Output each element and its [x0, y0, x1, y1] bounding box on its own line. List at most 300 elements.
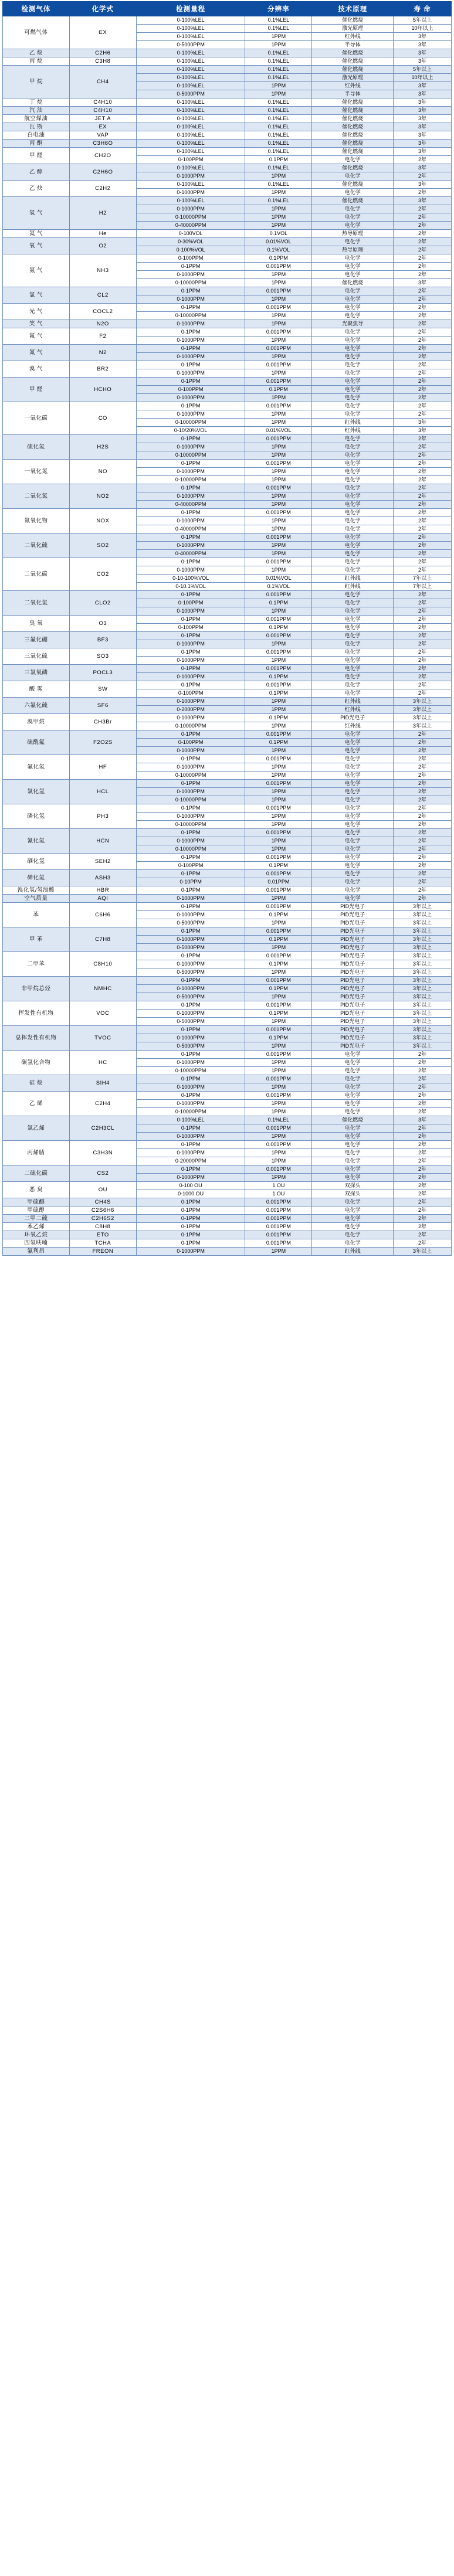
cell-gas-name: 砷化氢 — [3, 870, 70, 886]
cell-technology: 电化学 — [312, 295, 394, 304]
cell-lifetime: 2年 — [393, 616, 451, 624]
cell-formula: C2H4 — [69, 1092, 136, 1116]
cell-formula: C3H6O — [69, 140, 136, 148]
cell-range: 0-10000PPM — [136, 476, 245, 484]
cell-range: 0-10000PPM — [136, 213, 245, 222]
cell-formula: NOX — [69, 509, 136, 533]
cell-formula: CH4 — [69, 66, 136, 98]
cell-technology: 红外线 — [312, 419, 394, 427]
header-gas-name: 检测气体 — [3, 2, 70, 16]
cell-range: 0-1000PPM — [136, 763, 245, 772]
cell-formula: CH3Br — [69, 714, 136, 730]
cell-resolution: 1PPM — [245, 772, 312, 780]
cell-range: 0-5000PPM — [136, 41, 245, 49]
cell-technology: 电化学 — [312, 648, 394, 657]
cell-lifetime: 2年 — [393, 410, 451, 419]
cell-range: 0-1000PPM — [136, 788, 245, 796]
cell-gas-name: 乙 烷 — [3, 49, 70, 57]
cell-lifetime: 2年 — [393, 337, 451, 345]
cell-resolution: 0.001PPM — [245, 1165, 312, 1174]
cell-technology: 电化学 — [312, 624, 394, 632]
cell-range: 0-40000PPM — [136, 550, 245, 558]
cell-lifetime: 2年 — [393, 665, 451, 673]
cell-formula: SW — [69, 681, 136, 698]
cell-range: 0-5000PPM — [136, 968, 245, 977]
cell-formula: C2H2 — [69, 181, 136, 197]
cell-technology: 电化学 — [312, 410, 394, 419]
cell-range: 0-5000PPM — [136, 944, 245, 952]
table-row — [3, 665, 452, 673]
cell-gas-name: 乙 醇 — [3, 164, 70, 181]
cell-range: 0-100PPM — [136, 386, 245, 394]
cell-gas-name: 二氧化碳 — [3, 558, 70, 591]
cell-lifetime: 7年以上 — [393, 583, 451, 591]
cell-resolution: 1PPM — [245, 451, 312, 460]
cell-range: 0-100%LEL — [136, 131, 245, 140]
table-row — [3, 402, 452, 410]
cell-lifetime: 2年 — [393, 886, 451, 895]
cell-technology: 催化燃烧 — [312, 107, 394, 115]
cell-range: 0-1PPM — [136, 730, 245, 739]
cell-range: 0-1000PPM — [136, 911, 245, 919]
cell-technology: 红外线 — [312, 698, 394, 706]
table-row — [3, 1182, 452, 1190]
table-row — [3, 1207, 452, 1215]
cell-technology: 电化学 — [312, 1100, 394, 1108]
cell-range: 0-1PPM — [136, 1165, 245, 1174]
cell-range: 0-5000PPM — [136, 1018, 245, 1026]
cell-resolution: 1PPM — [245, 1100, 312, 1108]
cell-technology: 电化学 — [312, 755, 394, 763]
cell-range: 0-1PPM — [136, 681, 245, 689]
cell-resolution: 0.1PPM — [245, 936, 312, 944]
cell-range: 0-2000PPM — [136, 706, 245, 714]
table-row — [3, 460, 452, 468]
cell-resolution: 1PPM — [245, 468, 312, 476]
table-row — [3, 49, 452, 57]
cell-lifetime: 2年 — [393, 394, 451, 402]
cell-resolution: 1PPM — [245, 172, 312, 181]
header-formula: 化学式 — [69, 2, 136, 16]
cell-technology: 电化学 — [312, 369, 394, 378]
cell-technology: 电化学 — [312, 640, 394, 648]
cell-resolution: 1PPM — [245, 1248, 312, 1256]
cell-technology: 电化学 — [312, 525, 394, 533]
cell-lifetime: 3年 — [393, 279, 451, 287]
cell-range: 0-1000PPM — [136, 353, 245, 361]
cell-technology: 红外线 — [312, 706, 394, 714]
cell-lifetime: 3年以上 — [393, 1248, 451, 1256]
cell-technology: 电化学 — [312, 435, 394, 443]
cell-technology: 电化学 — [312, 837, 394, 845]
cell-technology: 电化学 — [312, 1067, 394, 1075]
cell-technology: 电化学 — [312, 378, 394, 386]
cell-range: 0-40000PPM — [136, 222, 245, 230]
cell-gas-name: 氟利昂 — [3, 1248, 70, 1256]
cell-resolution: 0.001PPM — [245, 1001, 312, 1010]
cell-lifetime: 2年 — [393, 673, 451, 681]
cell-technology: 红外线 — [312, 33, 394, 41]
cell-technology: PID光电子 — [312, 1026, 394, 1034]
cell-lifetime: 3年以上 — [393, 936, 451, 944]
cell-resolution: 0.1%VOL — [245, 583, 312, 591]
cell-lifetime: 2年 — [393, 1133, 451, 1141]
cell-lifetime: 7年以上 — [393, 575, 451, 583]
cell-lifetime: 2年 — [393, 763, 451, 772]
cell-lifetime: 2年 — [393, 378, 451, 386]
cell-technology: 电化学 — [312, 788, 394, 796]
cell-resolution: 1PPM — [245, 566, 312, 575]
cell-formula: O3 — [69, 616, 136, 632]
cell-resolution: 1PPM — [245, 295, 312, 304]
cell-lifetime: 3年 — [393, 115, 451, 123]
cell-formula: CH4S — [69, 1198, 136, 1207]
cell-range: 0-1000PPM — [136, 492, 245, 501]
cell-formula: NO — [69, 460, 136, 484]
cell-lifetime: 2年 — [393, 657, 451, 665]
cell-lifetime: 2年 — [393, 304, 451, 312]
cell-range: 0-1PPM — [136, 484, 245, 492]
cell-formula: C2H6 — [69, 49, 136, 57]
cell-range: 0-10000PPM — [136, 1067, 245, 1075]
cell-resolution: 0.001PPM — [245, 484, 312, 492]
cell-gas-name: 氨 气 — [3, 254, 70, 287]
cell-lifetime: 2年 — [393, 451, 451, 460]
cell-lifetime: 2年 — [393, 845, 451, 854]
cell-technology: 催化燃烧 — [312, 164, 394, 172]
cell-range: 0-1PPM — [136, 378, 245, 386]
cell-gas-name: 三氟化硼 — [3, 632, 70, 648]
cell-lifetime: 2年 — [393, 788, 451, 796]
cell-technology: 电化学 — [312, 607, 394, 616]
cell-resolution: 1PPM — [245, 41, 312, 49]
cell-resolution: 1PPM — [245, 410, 312, 419]
cell-technology: 红外线 — [312, 575, 394, 583]
cell-lifetime: 3年以上 — [393, 960, 451, 968]
cell-technology: 电化学 — [312, 1075, 394, 1083]
cell-technology: 电化学 — [312, 460, 394, 468]
cell-resolution: 0.001PPM — [245, 345, 312, 353]
cell-resolution: 1PPM — [245, 271, 312, 279]
cell-technology: 电化学 — [312, 854, 394, 862]
cell-resolution: 1PPM — [245, 189, 312, 197]
cell-formula: N2 — [69, 345, 136, 361]
cell-resolution: 1PPM — [245, 550, 312, 558]
cell-range: 0-100PPM — [136, 689, 245, 698]
cell-lifetime: 3年 — [393, 427, 451, 435]
cell-range: 0-1PPM — [136, 854, 245, 862]
cell-gas-name: 甲 苯 — [3, 927, 70, 952]
cell-resolution: 0.001PPM — [245, 558, 312, 566]
cell-resolution: 1PPM — [245, 968, 312, 977]
cell-lifetime: 2年 — [393, 739, 451, 747]
cell-range: 0-1PPM — [136, 1092, 245, 1100]
cell-gas-name: 环氧乙烷 — [3, 1231, 70, 1239]
cell-range: 0-1000PPM — [136, 640, 245, 648]
cell-technology: 双探头 — [312, 1182, 394, 1190]
cell-range: 0-1PPM — [136, 1231, 245, 1239]
cell-technology: 红外线 — [312, 722, 394, 730]
cell-technology: PID光电子 — [312, 714, 394, 722]
cell-resolution: 1PPM — [245, 747, 312, 755]
cell-lifetime: 3年以上 — [393, 1010, 451, 1018]
cell-gas-name: 笑 气 — [3, 320, 70, 328]
cell-technology: 催化燃烧 — [312, 140, 394, 148]
cell-range: 0-10000PPM — [136, 1108, 245, 1116]
cell-resolution: 1PPM — [245, 1083, 312, 1092]
cell-technology: 激光原理 — [312, 25, 394, 33]
cell-range: 0-1000PPM — [136, 295, 245, 304]
table-body — [3, 16, 452, 1256]
cell-formula: HBR — [69, 886, 136, 895]
cell-technology: 电化学 — [312, 492, 394, 501]
cell-range: 0-1000PPM — [136, 189, 245, 197]
cell-formula: HC — [69, 1051, 136, 1075]
table-row — [3, 977, 452, 985]
cell-range: 0-1000PPM — [136, 394, 245, 402]
cell-gas-name: 甲 醛 — [3, 148, 70, 164]
cell-resolution: 0.1%LEL — [245, 57, 312, 66]
cell-resolution: 1PPM — [245, 837, 312, 845]
cell-resolution: 0.01%VOL — [245, 427, 312, 435]
cell-technology: 电化学 — [312, 730, 394, 739]
cell-resolution: 0.1PPM — [245, 673, 312, 681]
table-row — [3, 57, 452, 66]
cell-technology: PID光电子 — [312, 1018, 394, 1026]
cell-technology: PID光电子 — [312, 944, 394, 952]
cell-resolution: 0.01%VOL — [245, 575, 312, 583]
cell-technology: 电化学 — [312, 213, 394, 222]
cell-formula: FREON — [69, 1248, 136, 1256]
table-row — [3, 484, 452, 492]
table-row — [3, 509, 452, 517]
cell-range: 0-1PPM — [136, 870, 245, 878]
cell-formula: HF — [69, 755, 136, 780]
cell-gas-name: 甲硫醇 — [3, 1207, 70, 1215]
table-row — [3, 361, 452, 369]
cell-lifetime: 2年 — [393, 1108, 451, 1116]
cell-range: 0-100PPM — [136, 739, 245, 747]
cell-range: 0-1PPM — [136, 632, 245, 640]
cell-technology: 电化学 — [312, 1231, 394, 1239]
cell-gas-name: 白电油 — [3, 131, 70, 140]
cell-lifetime: 2年 — [393, 1223, 451, 1231]
cell-technology: 电化学 — [312, 862, 394, 870]
cell-formula: SIH4 — [69, 1075, 136, 1092]
cell-range: 0-1PPM — [136, 1001, 245, 1010]
cell-lifetime: 3年以上 — [393, 1001, 451, 1010]
cell-lifetime: 2年 — [393, 230, 451, 238]
cell-technology: 电化学 — [312, 353, 394, 361]
cell-resolution: 1PPM — [245, 607, 312, 616]
cell-resolution: 0.01%VOL — [245, 238, 312, 246]
cell-range: 0-1000PPM — [136, 517, 245, 525]
cell-lifetime: 2年 — [393, 1092, 451, 1100]
cell-gas-name: 硫酰氟 — [3, 730, 70, 755]
cell-resolution: 0.1PPM — [245, 960, 312, 968]
cell-gas-name: 甲 醛 — [3, 378, 70, 402]
cell-resolution: 1PPM — [245, 90, 312, 98]
cell-resolution: 1PPM — [245, 222, 312, 230]
cell-gas-name: 二氧化硫 — [3, 533, 70, 558]
cell-lifetime: 2年 — [393, 435, 451, 443]
cell-technology: 电化学 — [312, 616, 394, 624]
cell-technology: 电化学 — [312, 1141, 394, 1149]
cell-technology: PID光电子 — [312, 952, 394, 960]
cell-resolution: 1PPM — [245, 657, 312, 665]
cell-gas-name: 酸 雾 — [3, 681, 70, 698]
cell-lifetime: 2年 — [393, 1231, 451, 1239]
cell-formula: CLO2 — [69, 591, 136, 616]
header-lifetime: 寿 命 — [393, 2, 451, 16]
cell-gas-name: 氯 气 — [3, 287, 70, 304]
cell-range: 0-1000PPM — [136, 1083, 245, 1092]
cell-gas-name: 苯 — [3, 903, 70, 927]
cell-technology: 电化学 — [312, 665, 394, 673]
cell-range: 0-1PPM — [136, 460, 245, 468]
cell-range: 0-1PPM — [136, 328, 245, 337]
cell-lifetime: 2年 — [393, 854, 451, 862]
cell-range: 0-1000PPM — [136, 369, 245, 378]
cell-lifetime: 2年 — [393, 829, 451, 837]
cell-range: 0-1PPM — [136, 1051, 245, 1059]
cell-gas-name: 硅 烷 — [3, 1075, 70, 1092]
cell-resolution: 0.001PPM — [245, 287, 312, 295]
cell-resolution: 0.001PPM — [245, 977, 312, 985]
cell-lifetime: 2年 — [393, 287, 451, 295]
cell-range: 0-1PPM — [136, 287, 245, 295]
cell-resolution: 0.001PPM — [245, 361, 312, 369]
cell-resolution: 1PPM — [245, 796, 312, 804]
cell-gas-name: 硒化氢 — [3, 854, 70, 870]
cell-resolution: 1PPM — [245, 698, 312, 706]
cell-lifetime: 2年 — [393, 1157, 451, 1165]
cell-technology: 电化学 — [312, 189, 394, 197]
cell-lifetime: 3年 — [393, 123, 451, 131]
cell-range: 0-5000PPM — [136, 90, 245, 98]
cell-resolution: 1PPM — [245, 763, 312, 772]
cell-resolution: 0.001PPM — [245, 829, 312, 837]
cell-range: 0-100%LEL — [136, 57, 245, 66]
cell-lifetime: 3年以上 — [393, 927, 451, 936]
cell-technology: 电化学 — [312, 328, 394, 337]
cell-range: 0-100%LEL — [136, 98, 245, 107]
cell-lifetime: 2年 — [393, 1124, 451, 1133]
cell-gas-name: 氟化氢 — [3, 755, 70, 780]
cell-technology: 电化学 — [312, 1092, 394, 1100]
cell-technology: 电化学 — [312, 657, 394, 665]
cell-range: 0-1PPM — [136, 1215, 245, 1223]
cell-gas-name: 总挥发性有机物 — [3, 1026, 70, 1051]
cell-resolution: 0.001PPM — [245, 1075, 312, 1083]
cell-resolution: 0.001PPM — [245, 616, 312, 624]
cell-formula: PH3 — [69, 804, 136, 829]
cell-resolution: 1PPM — [245, 279, 312, 287]
table-row — [3, 1231, 452, 1239]
cell-resolution: 1PPM — [245, 205, 312, 213]
cell-range: 0-10000PPM — [136, 845, 245, 854]
cell-formula: C6H6 — [69, 903, 136, 927]
cell-lifetime: 2年 — [393, 222, 451, 230]
cell-range: 0-1000PPM — [136, 443, 245, 451]
table-row — [3, 558, 452, 566]
cell-gas-name: 二氧化氮 — [3, 484, 70, 509]
cell-lifetime: 2年 — [393, 517, 451, 525]
cell-resolution: 0.1%LEL — [245, 16, 312, 25]
cell-resolution: 0.001PPM — [245, 1026, 312, 1034]
cell-range: 0-1000PPM — [136, 673, 245, 681]
cell-technology: 电化学 — [312, 813, 394, 821]
cell-resolution: 1PPM — [245, 492, 312, 501]
cell-resolution: 0.001PPM — [245, 460, 312, 468]
cell-range: 0-1000PPM — [136, 1034, 245, 1042]
cell-gas-name: 挥发性有机物 — [3, 1001, 70, 1026]
table-row — [3, 107, 452, 115]
cell-lifetime: 3年以上 — [393, 919, 451, 927]
cell-resolution: 0.001PPM — [245, 435, 312, 443]
cell-gas-name: 乙 烯 — [3, 1092, 70, 1116]
cell-gas-name: 乙 炔 — [3, 181, 70, 197]
cell-resolution: 1PPM — [245, 369, 312, 378]
table-row — [3, 115, 452, 123]
cell-range: 0-1PPM — [136, 1026, 245, 1034]
cell-resolution: 1PPM — [245, 353, 312, 361]
cell-formula: VOC — [69, 1001, 136, 1026]
cell-range: 0-10000PPM — [136, 722, 245, 730]
cell-gas-name: 氯化氢 — [3, 780, 70, 804]
cell-lifetime: 2年 — [393, 476, 451, 484]
cell-resolution: 0.1%LEL — [245, 148, 312, 156]
cell-lifetime: 2年 — [393, 525, 451, 533]
cell-resolution: 0.1%LEL — [245, 49, 312, 57]
cell-technology: 电化学 — [312, 345, 394, 353]
cell-range: 0-1000PPM — [136, 1149, 245, 1157]
cell-range: 0-1PPM — [136, 977, 245, 985]
table-row — [3, 698, 452, 706]
cell-lifetime: 3年 — [393, 49, 451, 57]
cell-formula: EX — [69, 123, 136, 131]
table-row — [3, 681, 452, 689]
cell-resolution: 0.001PPM — [245, 952, 312, 960]
cell-range: 0-100%LEL — [136, 164, 245, 172]
cell-range: 0-20000PPM — [136, 1157, 245, 1165]
cell-gas-name: 甲 烷 — [3, 66, 70, 98]
cell-formula: VAP — [69, 131, 136, 140]
cell-formula: OU — [69, 1182, 136, 1198]
cell-lifetime: 2年 — [393, 501, 451, 509]
cell-resolution: 1PPM — [245, 320, 312, 328]
cell-lifetime: 2年 — [393, 295, 451, 304]
cell-gas-name: 四氢呋喃 — [3, 1239, 70, 1248]
cell-technology: PID光电子 — [312, 1034, 394, 1042]
cell-technology: 催化燃烧 — [312, 16, 394, 25]
cell-technology: 电化学 — [312, 443, 394, 451]
cell-lifetime: 2年 — [393, 624, 451, 632]
cell-range: 0-100%LEL — [136, 49, 245, 57]
cell-formula: HCHO — [69, 378, 136, 402]
cell-range: 0-1PPM — [136, 509, 245, 517]
cell-technology: 热导原理 — [312, 246, 394, 254]
cell-lifetime: 2年 — [393, 402, 451, 410]
cell-technology: 红外线 — [312, 583, 394, 591]
cell-range: 0-100%LEL — [136, 107, 245, 115]
cell-range: 0-1000PPM — [136, 837, 245, 845]
cell-technology: 电化学 — [312, 287, 394, 295]
cell-gas-name: 三氯氧磷 — [3, 665, 70, 681]
cell-technology: PID光电子 — [312, 1001, 394, 1010]
cell-technology: 电化学 — [312, 476, 394, 484]
cell-lifetime: 3年 — [393, 33, 451, 41]
